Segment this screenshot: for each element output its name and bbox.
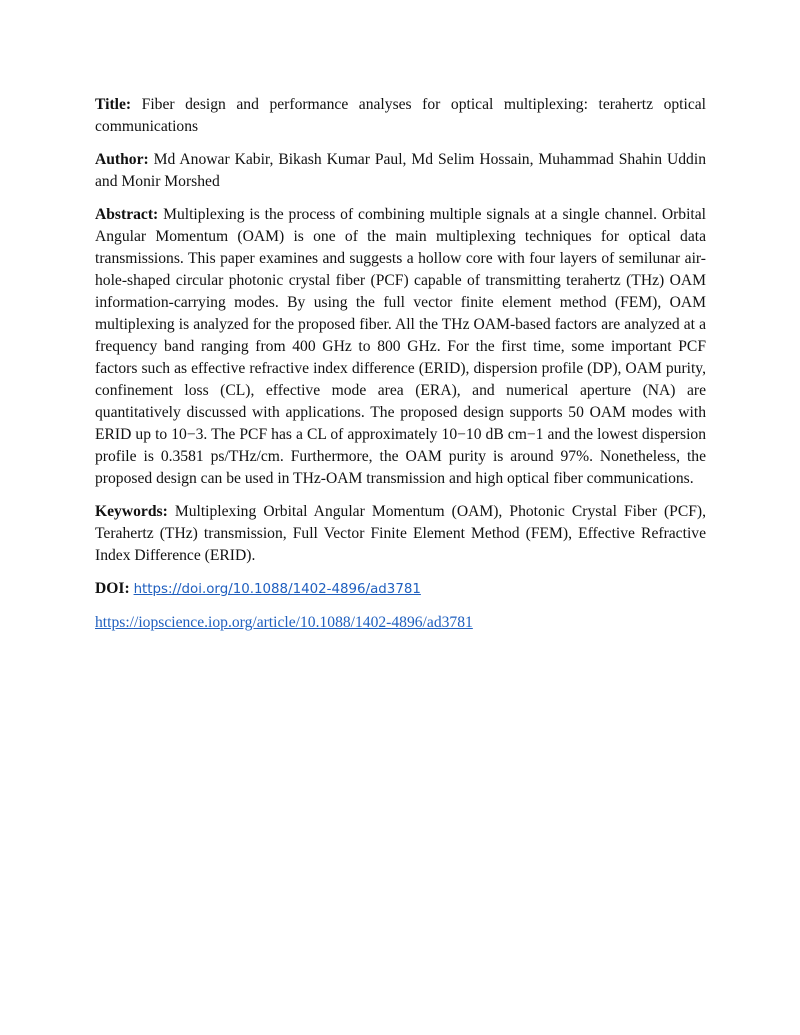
author-text: Md Anowar Kabir, Bikash Kumar Paul, Md Selim Hossain, Muhammad Shahin Uddin and Monir Morshed (95, 151, 706, 190)
article-link[interactable]: https://iopscience.iop.org/article/10.1088/1402-4896/ad3781 (95, 614, 473, 631)
article-url-paragraph (95, 612, 706, 634)
title-paragraph (95, 94, 706, 138)
author-paragraph (95, 149, 706, 193)
abstract-label: Abstract: (95, 206, 159, 223)
doi-label: DOI: (95, 580, 130, 597)
abstract-text: Multiplexing is the process of combining multiple signals at a single channel. Orbital Angular Momentum (OAM) is one of the main multiplexing techniques for optical data transmissions. This paper examines and suggests a hollow core with four layers of semilunar air-hole-shaped circular photonic crystal fiber (PCF) capable of transmitting terahertz (THz) OAM information-carrying modes. By using the full vector finite element method (FEM), OAM multiplexing is analyzed for the proposed fiber. All the THz OAM-based factors are analyzed at a frequency band ranging from 400 GHz to 800 GHz. For the first time, some important PCF factors such as effective refractive index difference (ERID), dispersion profile (DP), OAM purity, confinement loss (CL), effective mode area (ERA), and numerical aperture (NA) are quantitatively discussed with applications. The proposed design supports 50 OAM modes with ERID up to 10−3. The PCF has a CL of approximately 10−10 dB cm−1 and the lowest dispersion profile is 0.3581 ps/THz/cm. Furthermore, the OAM purity is around 97%. Nonetheless, the proposed design can be used in THz-OAM transmission and high optical fiber communications. (95, 206, 706, 487)
title-text: Fiber design and performance analyses for optical multiplexing: terahertz optical communications (95, 96, 707, 135)
keywords-text: Multiplexing Orbital Angular Momentum (OAM), Photonic Crystal Fiber (PCF), Terahertz (THz) transmission, Full Vector Finite Element Method (FEM), Effective Refractive Index Difference (ERID). (95, 503, 706, 564)
abstract-paragraph (95, 204, 706, 490)
author-label: Author: (95, 151, 149, 168)
doi-link[interactable]: https://doi.org/10.1088/1402-4896/ad3781 (133, 582, 421, 597)
keywords-paragraph (95, 501, 706, 567)
document-page (95, 94, 706, 645)
keywords-label: Keywords: (95, 503, 168, 520)
doi-paragraph (95, 578, 706, 601)
title-label: Title: (95, 96, 132, 113)
